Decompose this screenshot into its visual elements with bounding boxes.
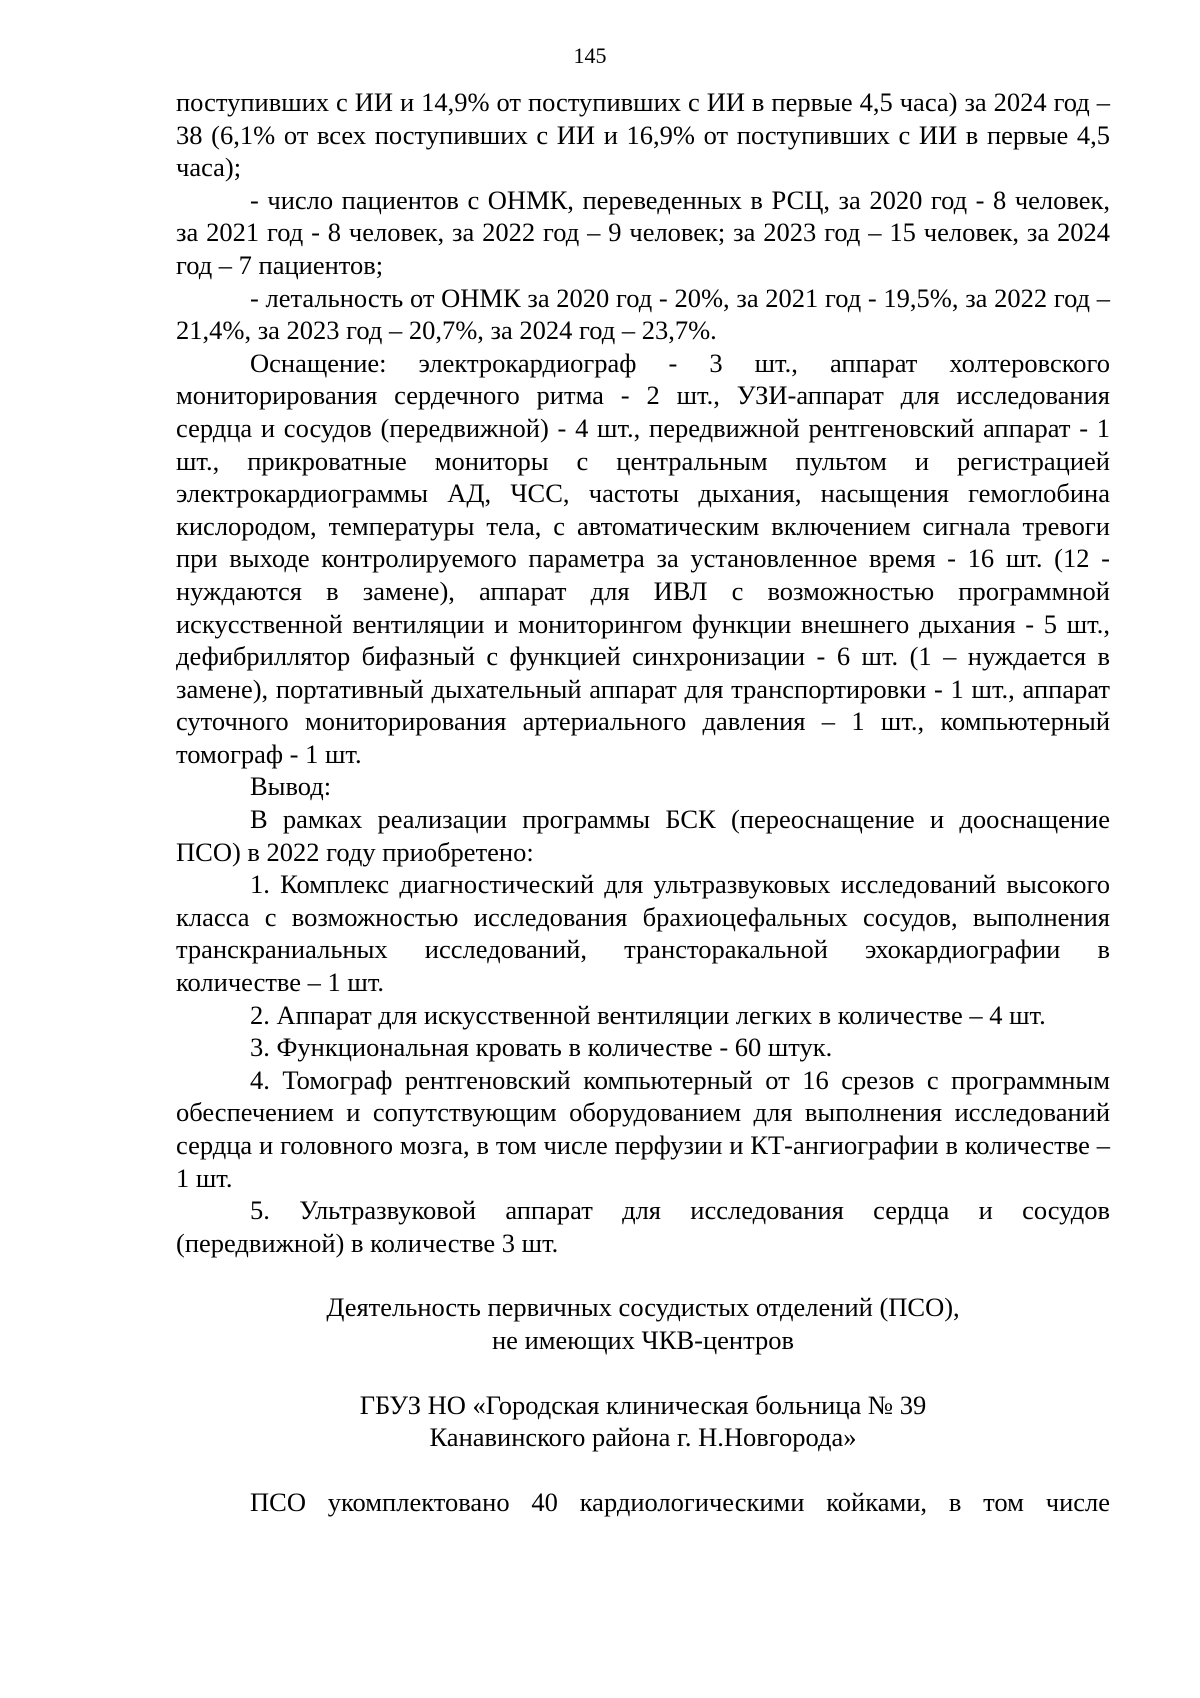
list-item bbox=[176, 1031, 1110, 1064]
paragraph-program-intro: В рамках реализации программы БСК (переоснащение и дооснащение ПСО) в 2022 году приобретено: bbox=[176, 804, 1110, 867]
list-item bbox=[176, 868, 1110, 998]
paragraph-transferred-patients: - число пациентов с ОНМК, переведенных в РСЦ, за 2020 год - 8 человек, за 2021 год - 8 человек, за 2022 год – 9 человек; за 2023 год – 15 человек, за 2024 год – 7 пациентов; bbox=[176, 184, 1110, 280]
list-item-text: Аппарат для искусственной вентиляции легких в количестве – 4 шт. bbox=[276, 999, 1046, 1030]
list-item-text: Функциональная кровать в количестве - 60 штук. bbox=[276, 1032, 833, 1063]
list-item bbox=[176, 999, 1110, 1032]
spacer bbox=[176, 1357, 1110, 1389]
list-item-number: 5. bbox=[250, 1195, 270, 1226]
list-item bbox=[176, 1194, 1110, 1259]
hospital-heading-line-1: ГБУЗ НО «Городская клиническая больница № 39 bbox=[359, 1389, 927, 1420]
paragraph-equipment: Оснащение: электрокардиограф - 3 шт., аппарат холтеровского мониторирования сердечного ритма - 2 шт., УЗИ-аппарат для исследования сердца и сосудов (передвижной) - 4 шт., передвижной рентгеновский аппарат - 1 шт., прикроватные мониторы с центральным пультом и регистрацией электрокардиограммы АД, ЧСС, частоты дыхания, насыщения гемоглобина кислородом, температуры тела, с автоматическим включением сигнала тревоги при выходе контролируемого параметра за установленное время - 16 шт. (12 - нуждаются в замене), аппарат для ИВЛ с возможностью программной искусственной вентиляции и мониторингом функции внешнего дыхания - 5 шт., дефибриллятор бифазный с функцией синхронизации - 6 шт. (1 – нуждается в замене), портативный дыхательный аппарат для транспортировки - 1 шт., аппарат суточного мониторирования артериального давления – 1 шт., компьютерный томограф - 1 шт. bbox=[176, 347, 1110, 769]
section-heading-line-1: Деятельность первичных сосудистых отделений (ПСО), bbox=[326, 1292, 960, 1323]
list-item-number: 1. bbox=[250, 869, 270, 900]
list-item-number: 4. bbox=[250, 1064, 270, 1095]
list-item-text: Томограф рентгеновский компьютерный от 16 срезов с программным обеспечением и сопутствующим оборудованием для выполнения исследований сердца и головного мозга, в том числе перфузии и КТ-ангиографии в количестве – 1 шт. bbox=[176, 1064, 1110, 1193]
paragraph-mortality: - летальность от ОНМК за 2020 год - 20%, за 2021 год - 19,5%, за 2022 год – 21,4%, за 2023 год – 20,7%, за 2024 год – 23,7%. bbox=[176, 282, 1110, 346]
spacer bbox=[176, 1454, 1110, 1486]
list-item-number: 2. bbox=[250, 999, 270, 1030]
paragraph-admissions-2024: поступивших с ИИ и 14,9% от поступивших с ИИ в первые 4,5 часа) за 2024 год – 38 (6,1% от всех поступивших с ИИ и 16,9% от поступивших с ИИ в первые 4,5 часа); bbox=[176, 87, 1110, 183]
section-heading-line-2: не имеющих ЧКВ-центров bbox=[492, 1324, 794, 1355]
paragraph-conclusion-label: Вывод: bbox=[250, 771, 332, 802]
list-item-number: 3. bbox=[250, 1032, 270, 1063]
document-body bbox=[176, 86, 1110, 1518]
list-item-text: Ультразвуковой аппарат для исследования сердца и сосудов (передвижной) в количестве 3 шт. bbox=[176, 1195, 1110, 1258]
paragraph-pso-beds: ПСО укомплектовано 40 кардиологическими койками, в том числе bbox=[250, 1486, 1110, 1517]
spacer bbox=[176, 1259, 1110, 1291]
list-item bbox=[176, 1064, 1110, 1194]
hospital-heading-line-2: Канавинского района г. Н.Новгорода» bbox=[429, 1422, 857, 1453]
page-number: 145 bbox=[573, 43, 607, 68]
list-item-text: Комплекс диагностический для ультразвуковых исследований высокого класса с возможностью исследования брахиоцефальных сосудов, выполнения транскраниальных исследований, трансторакальной эхокардиографии в количестве – 1 шт. bbox=[176, 869, 1110, 998]
